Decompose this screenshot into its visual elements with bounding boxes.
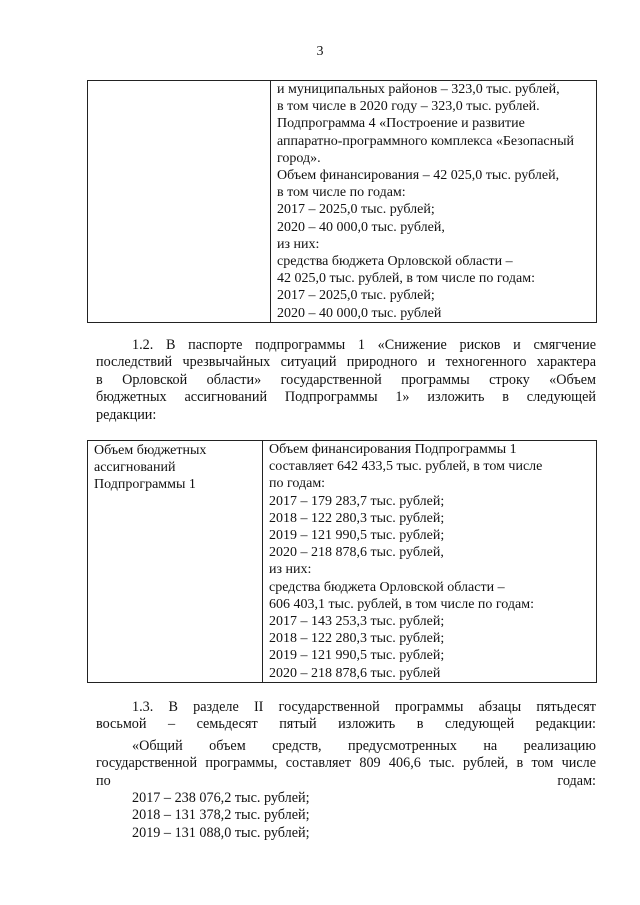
paragraph-line: государственной программы, составляет 809 406,6 тыс. рублей, в том числе: [96, 755, 596, 772]
paragraph-line: «Общий объем средств, предусмотренных на реализацию: [132, 738, 596, 754]
table1-line: в том числе в 2020 году – 323,0 тыс. рублей.: [277, 99, 540, 115]
year-line: 2017 – 238 076,2 тыс. рублей;: [132, 790, 310, 806]
budget-allocation-value-cell: [263, 441, 597, 683]
table2-line: 2017 – 179 283,7 тыс. рублей;: [269, 493, 445, 509]
continuation-table: [87, 80, 597, 323]
table2-line: 2018 – 122 280,3 тыс. рублей;: [269, 510, 445, 526]
table2-line: по годам:: [269, 476, 326, 492]
page-number: 3: [316, 44, 324, 59]
table1-line: город».: [277, 150, 321, 166]
table2-line: из них:: [269, 562, 312, 578]
paragraph-line: 1.2. В паспорте подпрограммы 1 «Снижение рисков и смягчение: [132, 337, 596, 353]
paragraph-1-3: [96, 699, 596, 734]
table1-line: из них:: [277, 236, 320, 252]
table2-label-line: Объем бюджетных: [94, 443, 207, 458]
table2-label-line: ассигнований: [94, 460, 176, 476]
table1-line: 2020 – 40 000,0 тыс. рублей: [277, 305, 442, 321]
table2-line: 2019 – 121 990,5 тыс. рублей;: [269, 528, 445, 544]
budget-allocation-table: [87, 440, 597, 683]
table2-line: 2017 – 143 253,3 тыс. рублей;: [269, 614, 445, 630]
table1-line: аппаратно-программного комплекса «Безопасный: [277, 133, 575, 149]
year-list: [132, 790, 310, 842]
budget-allocation-label-cell: [88, 441, 263, 683]
table1-line: и муниципальных районов – 323,0 тыс. рублей,: [277, 82, 560, 97]
paragraph-1-2: [96, 337, 596, 424]
paragraph-line: 1.3. В разделе II государственной программы абзацы пятьдесят: [132, 699, 596, 715]
table2-line: средства бюджета Орловской области –: [269, 579, 505, 595]
table2-line: 606 403,1 тыс. рублей, в том числе по годам:: [269, 596, 534, 612]
paragraph-line: редакции:: [96, 406, 157, 423]
table2-line: 2020 – 218 878,6 тыс. рублей,: [269, 545, 444, 561]
table1-line: 2017 – 2025,0 тыс. рублей;: [277, 202, 435, 218]
paragraph-line: в Орловской области» государственной программы строку «Объем: [96, 371, 596, 388]
table2-line: 2020 – 218 878,6 тыс. рублей: [269, 665, 441, 681]
table1-line: в том числе по годам:: [277, 185, 406, 201]
year-line: 2018 – 131 378,2 тыс. рублей;: [132, 807, 310, 824]
paragraph-line: бюджетных ассигнований Подпрограммы 1» изложить в следующей: [96, 389, 596, 406]
paragraph-line: восьмой – семьдесят пятый изложить в следующей редакции:: [96, 716, 596, 733]
year-line: 2019 – 131 088,0 тыс. рублей;: [132, 824, 310, 841]
table2-line: 2019 – 121 990,5 тыс. рублей;: [269, 648, 445, 664]
table2-line: Объем финансирования Подпрограммы 1: [269, 442, 517, 457]
paragraph-quote: [96, 738, 596, 790]
paragraph-line: по годам:: [96, 772, 596, 789]
continuation-table-right-cell: [271, 81, 597, 323]
table2-label-line: Подпрограммы 1: [94, 477, 196, 493]
table1-line: 42 025,0 тыс. рублей, в том числе по годам:: [277, 271, 535, 287]
table1-line: средства бюджета Орловской области –: [277, 254, 513, 270]
table1-line: Подпрограмма 4 «Построение и развитие: [277, 116, 525, 132]
paragraph-line: последствий чрезвычайных ситуаций природного и техногенного характера: [96, 354, 596, 371]
table1-line: Объем финансирования – 42 025,0 тыс. рублей,: [277, 168, 560, 184]
table2-line: 2018 – 122 280,3 тыс. рублей;: [269, 631, 445, 647]
continuation-table-left-cell: [88, 81, 271, 323]
table2-line: составляет 642 433,5 тыс. рублей, в том числе: [269, 459, 543, 475]
table1-line: 2017 – 2025,0 тыс. рублей;: [277, 288, 435, 304]
table1-line: 2020 – 40 000,0 тыс. рублей,: [277, 219, 445, 235]
